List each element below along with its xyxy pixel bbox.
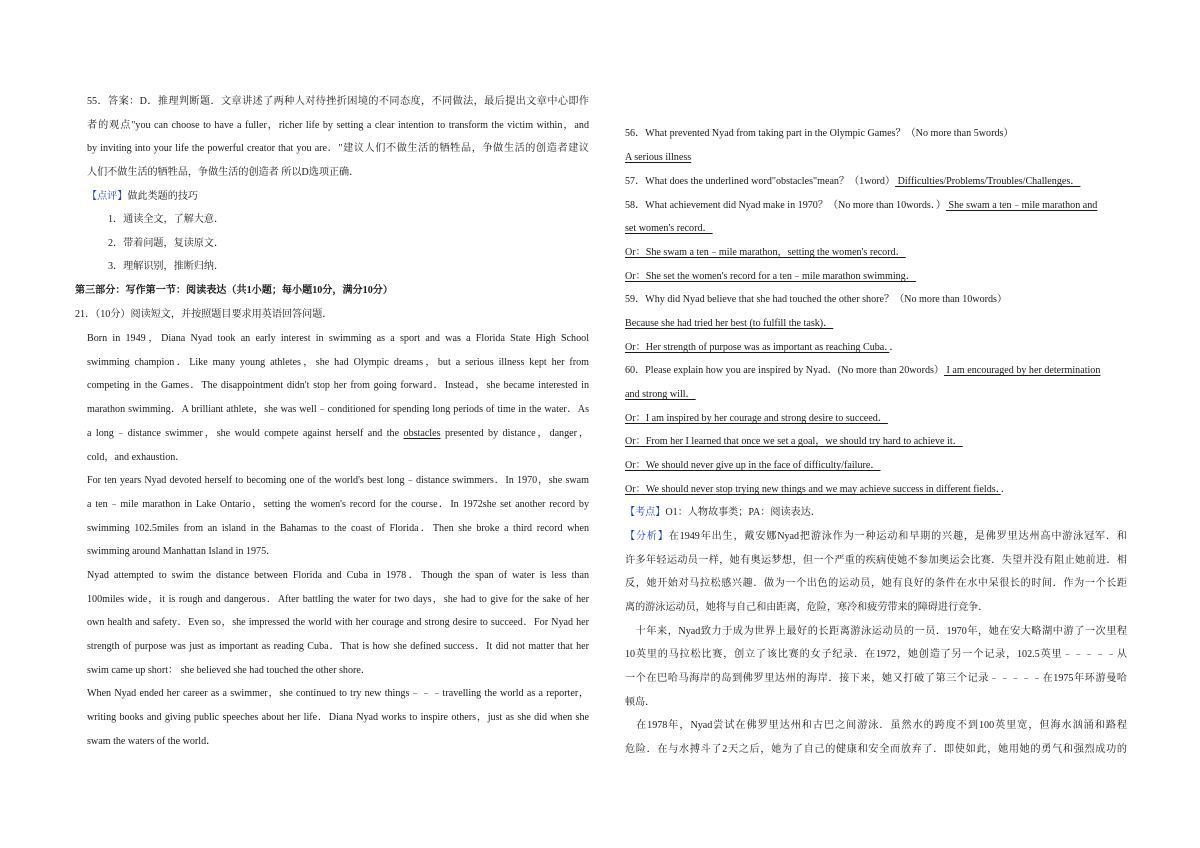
comment-tag: 【点评】 — [87, 191, 128, 202]
fenxi-l1: 在1949年出生，戴安娜Nyad把游泳作为一种运动和早期的兴趣，是佛罗里达州高中游泳冠军．和 — [668, 531, 1127, 542]
passage-p3-line-2: 100miles wide，it is rough and dangerous．After battling the water for two days，she had to give for the sake of her — [87, 594, 589, 605]
passage-p4-line-2: writing books and giving public speeches about her life．Diana Nyad works to inspire others，just as she did when she — [87, 712, 589, 723]
tip-3: 3．理解识别，推断归纳． — [108, 261, 225, 272]
a58-l1: She swam a ten﹣mile marathon and — [945, 200, 1098, 211]
underlined-word-obstacles: obstacles — [403, 428, 441, 439]
q59: 59．Why did Nyad believe that she had touched the other shore？（No more than 10words） — [625, 294, 1008, 305]
a60-l1: I am encouraged by her determination — [944, 365, 1101, 376]
a60-last: Or：We should never stop trying new things and we may achieve success in different fields． — [625, 484, 1001, 495]
a59: Because she had tried her best (to fulfill the task)． — [625, 318, 834, 329]
passage-p2-line-1: For ten years Nyad devoted herself to becoming one of the world's best long﹣distance swimmers．In 1970，she swam — [87, 475, 589, 486]
passage-p4-line-1: When Nyad ended her career as a swimmer，she continued to try new things﹣﹣﹣travelling the world as a reporter， — [87, 688, 589, 699]
q57-line — [625, 175, 1080, 189]
passage-p2-line-4: swimming around Manhattan Island in 1975． — [87, 546, 277, 557]
a59-or-1: Or：Her strength of purpose was as important as reaching Cuba． — [625, 342, 890, 353]
a56: A serious illness — [625, 152, 692, 163]
fenxi-p3-line-2: 危险．在与水搏斗了2天之后，她为了自己的健康和安全而放弃了．即使如此，她用她的勇气和强烈成功的 — [625, 744, 1127, 755]
a58-l2: set women's record． — [625, 223, 713, 234]
q55-line-2: 者的观点"you can choose to have a fuller，richer life by setting a clear intention to transform the victim within，and — [87, 120, 589, 131]
a60-last-line — [625, 483, 1011, 497]
passage-p3-line-5: swim came up short： she believed she had touched the other shore． — [87, 665, 371, 676]
fenxi-line-2: 许多年轻运动员一样，她有奥运梦想，但一个严重的疾病使她不参加奥运会比赛．失望并没有阻止她前进．相 — [625, 555, 1127, 566]
passage-p3-line-1: Nyad attempted to swim the distance between Florida and Cuba in 1978．Though the span of water is less than — [87, 570, 589, 581]
passage-p3-line-4: strength of purpose was just as important as reading Cuba．That is how she defined success．It did not matter that her — [87, 641, 589, 652]
fenxi-p2-line-2: 10英里的马拉松比赛，创立了该比赛的女子纪录．在1972，她创造了另一个记录，102.5英里﹣﹣﹣﹣﹣从 — [625, 649, 1127, 660]
q55-line-3: by inviting into your life the powerful creator that you are．"建议人们不做生活的牺牲品，争做生活的创造者建议 — [87, 143, 589, 154]
q57: 57．What does the underlined word"obstacles"mean？（1word） — [625, 176, 896, 187]
q60-line — [625, 364, 1100, 378]
a60-or-1: Or：I am inspired by her courage and strong desire to succeed． — [625, 413, 888, 424]
passage-p2-line-2: a ten﹣mile marathon in Lake Ontario，setting the women's record for the course．In 1972she set another record by — [87, 499, 589, 510]
passage-p1-line-4: marathon swimming．A brilliant athlete，she was well﹣conditioned for spending long periods of time in the water．As — [87, 404, 589, 415]
passage-p1-line-3: competing in the Games．The disappointment didn't stop her from going forward．Instead，she became interested in — [87, 380, 589, 391]
q55-line-4: 人们不做生活的牺牲品，争做生活的创造者 所以D选项正确． — [87, 167, 360, 178]
a59-or-1-line — [625, 341, 899, 355]
fenxi-p2-line-4: 顿岛． — [625, 697, 656, 708]
fenxi-p2-line-1: 十年来，Nyad致力于成为世界上最好的长距离游泳运动员的一员．1970年，她在安大略湖中游了一次里程 — [625, 626, 1127, 637]
kaodian-text: O1：人物故事类；PA：阅读表达． — [665, 507, 821, 518]
p1-l5-pre: a long﹣distance swimmer，she would compete against herself and the — [87, 428, 404, 439]
fenxi-p2-line-3: 一个在巴哈马海岸的岛到佛罗里达州的海岸．接下来，她又打破了第三个记录﹣﹣﹣﹣﹣在1975年环游曼哈 — [625, 673, 1127, 684]
q56: 56．What prevented Nyad from taking part in the Olympic Games？（No more than 5words） — [625, 128, 1014, 139]
a60-last-end: ． — [1000, 484, 1011, 495]
fenxi-tag: 【分析】 — [625, 531, 669, 542]
q55-line-1: 55．答案：D．推理判断题．文章讲述了两种人对待挫折困境的不同态度，不同做法，最后提出文章中心即作 — [87, 96, 589, 107]
fenxi-line-1 — [625, 530, 1127, 544]
p1-l5-post: presented by distance，danger， — [440, 428, 589, 439]
fenxi-p3-line-1: 在1978年，Nyad尝试在佛罗里达州和古巴之间游泳．虽然水的跨度不到100英里宽，但海水汹涌和路程 — [625, 720, 1127, 731]
fenxi-line-4: 离的游泳运动员，她将与自己和由距离，危险，寒冷和疲劳带来的障碍进行竞争． — [625, 602, 989, 613]
tip-2: 2．带着问题，复读原文． — [108, 238, 225, 249]
kaodian-line — [625, 506, 821, 520]
q58: 58．What achievement did Nyad make in 1970？（No more than 10words．） — [625, 200, 946, 211]
a60-or-2: Or：From her I learned that once we set a goal，we should try hard to achieve it． — [625, 436, 963, 447]
a59-or-1-end: ． — [889, 342, 900, 353]
q21-instruction: 21．（10分）阅读短文，并按照题目要求用英语回答问题． — [75, 309, 333, 320]
a60-or-3: Or：We should never give up in the face of difficulty/failure． — [625, 460, 881, 471]
fenxi-line-3: 反，她开始对马拉松感兴趣．做为一个出色的运动员，她有良好的条件在水中呆很长的时间．作为一个长距 — [625, 578, 1127, 589]
q60: 60．Please explain how you are inspired by Nyad．(No more than 20words） — [625, 365, 945, 376]
passage-p4-line-3: swam the waters of the world． — [87, 736, 217, 747]
a58-or-2: Or：She set the women's record for a ten﹣mile marathon swimming． — [625, 271, 916, 282]
passage-p1-line-6: cold，and exhaustion． — [87, 452, 186, 463]
a60-l2: and strong will． — [625, 389, 696, 400]
tip-1: 1．通读全文，了解大意． — [108, 214, 225, 225]
section-heading: 第三部分：写作第一节：阅读表达（共1小题；每小题10分，满分10分） — [75, 285, 393, 296]
kaodian-tag: 【考点】 — [625, 507, 666, 518]
comment-line — [87, 190, 198, 204]
passage-p1-line-1: Born in 1949，Diana Nyad took an early interest in swimming as a sport and was a Florida State High School — [87, 333, 589, 344]
a58-or-1: Or：She swam a ten﹣mile marathon，setting the women's record． — [625, 247, 906, 258]
a57: Difficulties/Problems/Troubles/Challenges． — [895, 176, 1081, 187]
passage-p3-line-3: own health and safety．Even so，she impressed the world with her courage and strong desire to succeed．For Nyad her — [87, 617, 589, 628]
q58-line — [625, 199, 1097, 213]
passage-p1-line-5 — [87, 427, 589, 441]
passage-p2-line-3: swimming 102.5miles from an island in the Bahamas to the coast of Florida．Then she broke a third record when — [87, 523, 589, 534]
passage-p1-line-2: swimming champion．Like many young athletes，she had Olympic dreams，but a serious illness kept her from — [87, 357, 589, 368]
comment-text: 做此类题的技巧 — [127, 191, 199, 202]
